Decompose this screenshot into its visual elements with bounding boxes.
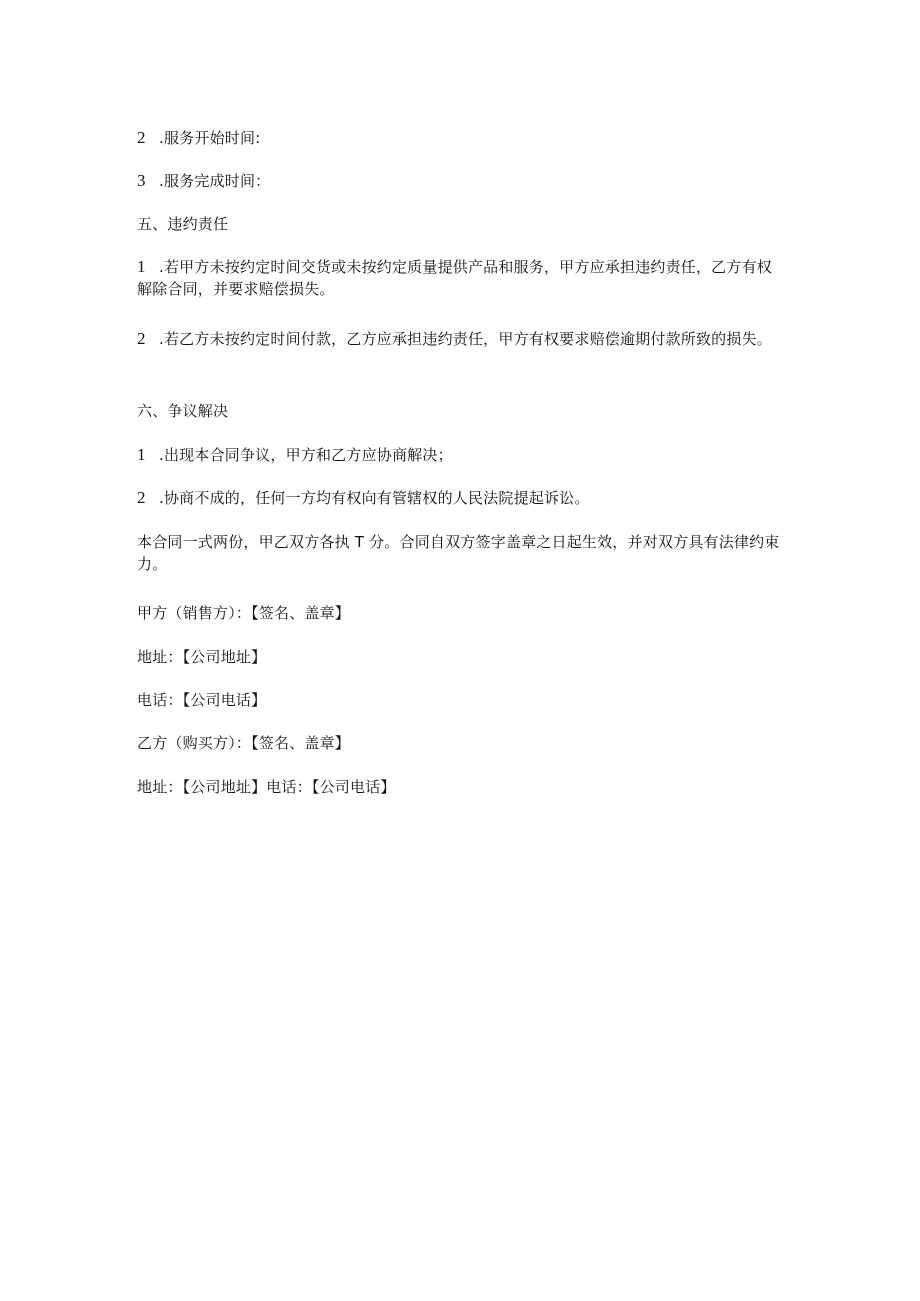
item-number: 2 — [137, 329, 146, 348]
dispute-clause-2 — [137, 487, 787, 509]
section-heading-dispute: 六、争议解决 — [137, 402, 229, 420]
service-end-time-line — [137, 170, 787, 192]
section-heading-liability: 五、违约责任 — [137, 215, 229, 233]
item-number: 1 — [137, 445, 146, 464]
liability-clause-2 — [137, 328, 787, 350]
item-text: .出现本合同争议，甲方和乙方应协商解决； — [159, 446, 453, 464]
item-number: 2 — [137, 128, 146, 147]
item-text: .协商不成的，任何一方均有权向有管辖权的人民法院提起诉讼。 — [159, 489, 590, 507]
party-a-phone: 电话：【公司电话】 — [137, 691, 267, 709]
item-text: .服务开始时间: — [159, 129, 261, 147]
party-a-signature: 甲方（销售方）：【签名、盖章】 — [137, 604, 351, 622]
item-text: .若乙方未按约定时间付款，乙方应承担违约责任，甲方有权要求赔偿逾期付款所致的损失。 — [159, 330, 772, 348]
party-b-signature: 乙方（购买方）：【签名、盖章】 — [137, 734, 351, 752]
party-a-address: 地址：【公司地址】 — [137, 648, 267, 666]
copies-clause: 本合同一式两份，甲乙双方各执 T 分。合同自双方签字盖章之日起生效，并对双方具有法律约束力。 — [137, 533, 780, 573]
party-b-address-phone: 地址：【公司地址】电话：【公司电话】 — [137, 778, 396, 796]
item-text: .若甲方未按约定时间交货或未按约定质量提供产品和服务，甲方应承担违约责任，乙方有权解除合同，并要求赔偿损失。 — [137, 258, 772, 298]
item-number: 2 — [137, 488, 146, 507]
item-text: .服务完成时间： — [159, 172, 271, 190]
service-start-time-line — [137, 127, 787, 149]
dispute-clause-1 — [137, 444, 787, 466]
item-number: 3 — [137, 171, 146, 190]
item-number: 1 — [137, 257, 146, 276]
liability-clause-1 — [137, 256, 787, 300]
